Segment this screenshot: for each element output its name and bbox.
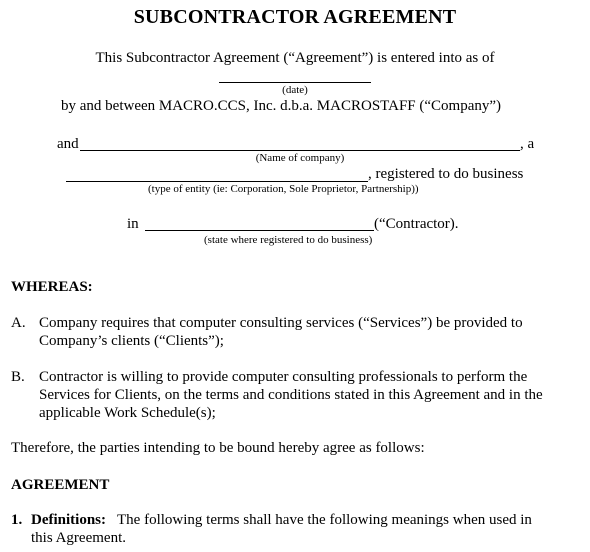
item-1-term: Definitions: — [31, 512, 106, 528]
item-1-line-2: this Agreement. — [31, 530, 126, 546]
a-label: , a — [520, 136, 535, 152]
date-caption: (date) — [282, 84, 308, 96]
item-1-line-1: The following terms shall have the following meanings when used in — [117, 512, 532, 528]
whereas-b-marker: B. — [11, 369, 25, 385]
agreement-heading: AGREEMENT — [11, 477, 110, 493]
in-label: in — [127, 216, 139, 232]
entity-type-blank-line — [66, 181, 368, 182]
whereas-heading: WHEREAS: — [11, 279, 93, 295]
whereas-a-line-1: Company requires that computer consulting services (“Services”) be provided to — [39, 315, 523, 331]
registered-text: , registered to do business — [368, 166, 524, 182]
whereas-b-line-1: Contractor is willing to provide computer consulting professionals to perform the — [39, 369, 528, 385]
whereas-a-line-2: Company’s clients (“Clients”); — [39, 333, 224, 349]
and-label: and — [57, 136, 79, 152]
whereas-b-line-3: applicable Work Schedule(s); — [39, 405, 216, 421]
state-blank-line — [145, 230, 374, 231]
state-caption: (state where registered to do business) — [204, 234, 373, 246]
company-name-blank-line — [80, 150, 520, 151]
contractor-text: (“Contractor). — [374, 216, 459, 232]
date-blank-line — [219, 82, 371, 83]
document-title: SUBCONTRACTOR AGREEMENT — [133, 6, 457, 28]
entity-type-caption: (type of entity (ie: Corporation, Sole Proprietor, Partnership)) — [148, 183, 419, 195]
company-name-caption: (Name of company) — [255, 152, 345, 164]
therefore-text: Therefore, the parties intending to be bound hereby agree as follows: — [11, 440, 425, 456]
whereas-a-marker: A. — [11, 315, 26, 331]
intro-line-1: This Subcontractor Agreement (“Agreement”) is entered into as of — [95, 50, 495, 66]
whereas-b-line-2: Services for Clients, on the terms and conditions stated in this Agreement and in the — [39, 387, 543, 403]
intro-line-2: by and between MACRO.CCS, Inc. d.b.a. MACROSTAFF (“Company”) — [61, 98, 502, 114]
item-1-number: 1. — [11, 512, 23, 528]
